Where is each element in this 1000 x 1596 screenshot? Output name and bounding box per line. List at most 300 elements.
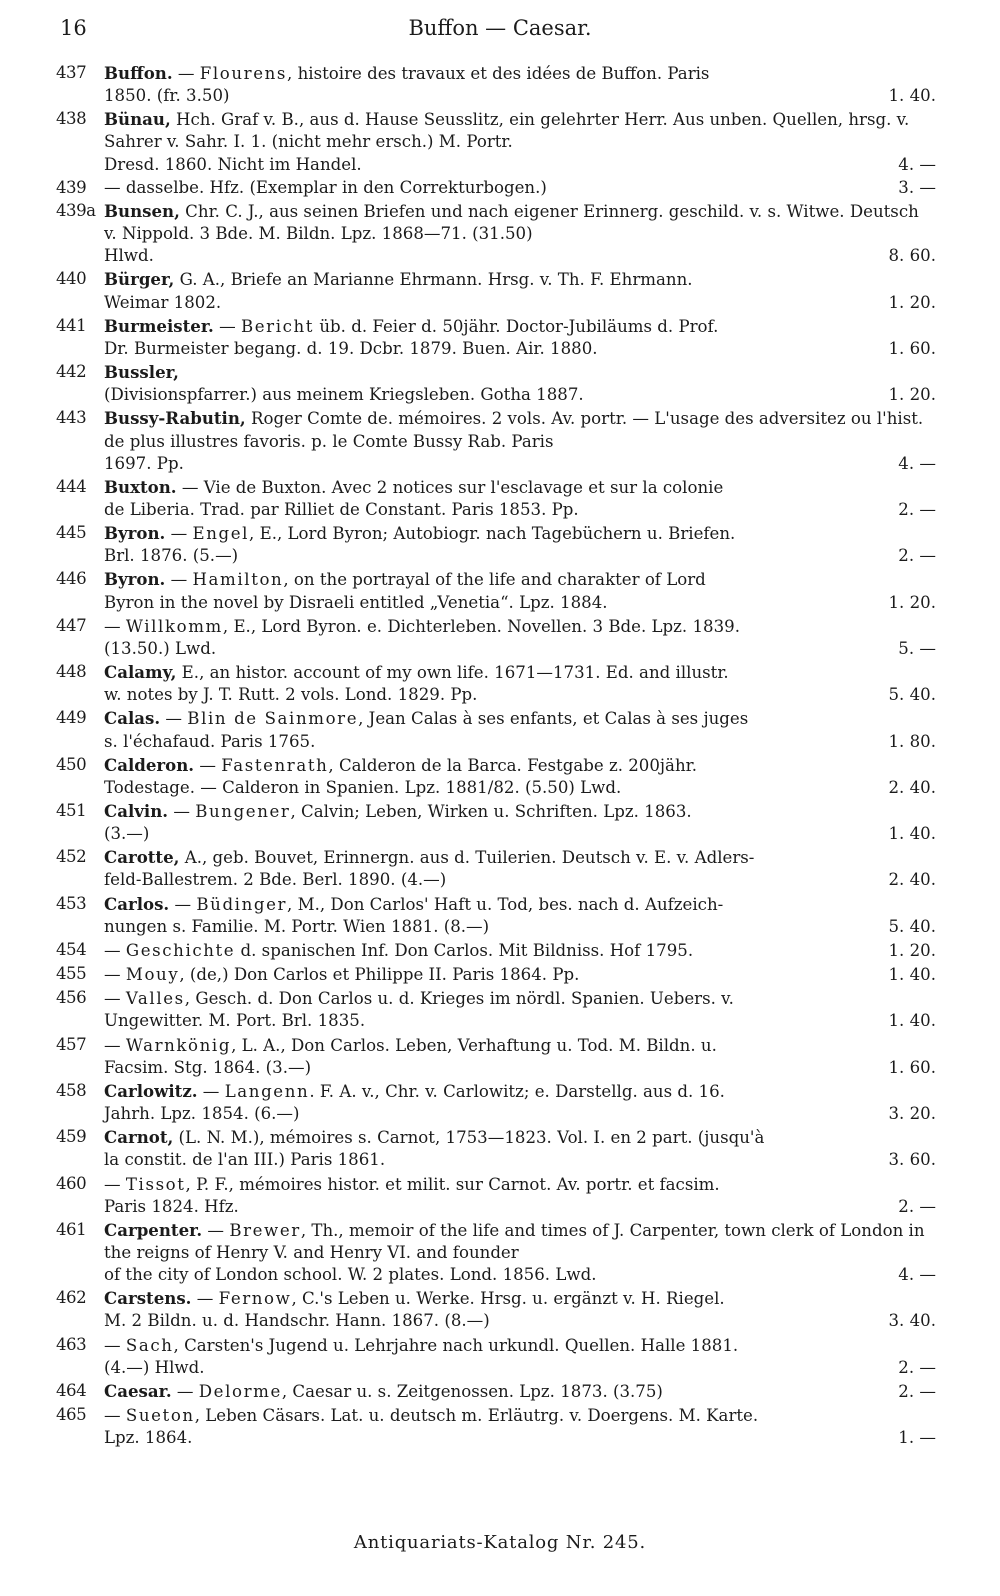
entry-number: 441: [56, 315, 87, 335]
entry-number: 458: [56, 1080, 87, 1100]
entry-last-line: [104, 1103, 936, 1125]
entry-text: [104, 1406, 758, 1425]
entry-dash: —: [172, 64, 200, 83]
entry-number: 437: [56, 63, 87, 82]
entry-dash: —: [104, 616, 126, 636]
entry-number: 451: [56, 801, 87, 820]
entry-author: Hamilton: [192, 570, 284, 590]
catalog-entry: [0, 1126, 1000, 1171]
entry-body: [104, 707, 936, 752]
entry-heading: Buffon.: [104, 63, 173, 83]
entry-text: [104, 363, 179, 382]
entry-last-line: [104, 823, 936, 845]
entry-imprint: Paris 1824. Hfz.: [104, 1196, 239, 1216]
entry-heading: Byron.: [104, 569, 166, 590]
entry-price: 3. 20.: [888, 1104, 936, 1124]
entry-price: 4. —: [898, 154, 936, 174]
entry-body: [104, 1404, 936, 1449]
entry-imprint: 1697. Pp.: [104, 453, 184, 473]
entry-heading: Caesar.: [104, 1380, 172, 1401]
entry-text: [104, 64, 709, 83]
entry-last-line: [104, 963, 936, 986]
entry-description: Chr. C. J., aus seinen Briefen und nach eigener Erinnerg. geschild. v. s. Witwe. Deutsch v. Nippold. 3 Bde. M. Bildn. Lpz. 1868—71. (31.50): [104, 201, 919, 244]
entry-last-line: [104, 592, 936, 614]
catalog-entry: [0, 108, 1000, 175]
entry-author: Bungener: [195, 802, 291, 821]
entry-dash: —: [104, 1335, 126, 1355]
entry-last-line: [104, 384, 936, 406]
entry-dash: —: [171, 1381, 199, 1401]
entry-description: G. A., Briefe an Marianne Ehrmann. Hrsg. v. Th. F. Ehrmann.: [174, 270, 693, 290]
entry-body: [104, 661, 936, 706]
catalog-entry: [0, 522, 1000, 567]
entry-dash: —: [104, 1174, 126, 1194]
entry-number: 452: [56, 847, 87, 867]
entry-dash: —: [197, 1081, 225, 1101]
entry-text: [104, 1336, 738, 1355]
entry-price: 1. 20.: [888, 940, 936, 960]
catalog-entry: [0, 846, 1000, 891]
entry-dash: —: [202, 1220, 230, 1240]
entry-text: [104, 939, 693, 962]
entry-body: [104, 893, 936, 938]
entry-last-line: [104, 292, 936, 314]
catalog-entry: [0, 963, 1000, 986]
entry-text: [104, 709, 748, 728]
entry-number: 440: [56, 269, 87, 289]
entry-last-line: [104, 1357, 936, 1379]
entry-dash: —: [104, 940, 126, 960]
catalog-footer: Antiquariats-Katalog Nr. 245.: [353, 1532, 647, 1553]
entry-heading: Calvin.: [104, 801, 169, 821]
entry-heading: Buxton.: [104, 476, 177, 497]
entry-dash: —: [104, 1406, 126, 1426]
entry-number: 443: [56, 408, 87, 428]
entry-author: Langenn: [224, 1081, 310, 1101]
entry-last-line: [104, 916, 936, 938]
entry-number: 447: [56, 615, 87, 635]
entry-description: Hch. Graf v. B., aus d. Hause Seusslitz, ein gelehrter Herr. Aus unben. Quellen, hrsg. v. Sahrer v. Sahr. I. 1. (nicht mehr ersch.) M. Portr.: [104, 110, 910, 152]
entry-author: Delorme: [198, 1381, 282, 1401]
entry-imprint: Jahrh. Lpz. 1854. (6.—): [104, 1104, 300, 1124]
entry-dash: —: [213, 316, 241, 336]
entry-last-line: [104, 85, 936, 107]
entry-body: [104, 522, 936, 567]
entry-imprint: Byron in the novel by Disraeli entitled „Venetia“. Lpz. 1884.: [104, 592, 608, 612]
entry-number: 460: [56, 1173, 87, 1193]
entry-dash: —: [165, 570, 193, 590]
entry-imprint: of the city of London school. W. 2 plates. Lond. 1856. Lwd.: [104, 1265, 597, 1285]
entry-last-line: [104, 1010, 936, 1032]
entry-description: E., an histor. account of my own life. 1671—1731. Ed. and illustr.: [176, 663, 729, 683]
entry-last-line: [104, 154, 936, 176]
entry-last-line: [104, 545, 936, 567]
entry-last-line: [104, 1057, 936, 1079]
entry-dash: —: [176, 477, 204, 497]
entry-description: Roger Comte de. mémoires. 2 vols. Av. portr. — L'usage des adversitez ou l'hist. de plus illustres favoris. p. le Comte Bussy Rab. Paris: [104, 409, 924, 451]
entry-imprint: Brl. 1876. (5.—): [104, 546, 239, 566]
entry-number: 462: [56, 1288, 87, 1308]
entry-text: [104, 1380, 663, 1403]
entry-dash: —: [194, 755, 222, 775]
entry-price: 2. —: [898, 1196, 936, 1216]
catalog-entry: [0, 754, 1000, 799]
entry-number: 464: [56, 1380, 87, 1400]
entry-text: [104, 110, 909, 151]
entry-price: 8. 60.: [888, 246, 936, 266]
entry-author: Bericht: [240, 316, 315, 336]
entry-last-line: [104, 1310, 936, 1332]
catalog-entry: [0, 1034, 1000, 1079]
entry-imprint: Dr. Burmeister begang. d. 19. Dcbr. 1879. Buen. Air. 1880.: [104, 338, 598, 358]
entry-price: 1. 60.: [888, 1057, 936, 1077]
entry-author: Sach: [125, 1335, 174, 1355]
entry-text: [104, 756, 697, 775]
entry-author: Fastenrath: [221, 755, 329, 775]
catalog-entry: [0, 1080, 1000, 1125]
entry-price: 3. —: [898, 177, 936, 197]
entry-number: 444: [56, 476, 87, 496]
entry-last-line: [104, 177, 936, 199]
entry-text: [104, 1221, 925, 1262]
entry-last-line: [104, 638, 936, 660]
entry-body: [104, 476, 936, 521]
entry-number: 465: [56, 1405, 87, 1425]
page-header: [60, 16, 940, 50]
entry-body: [104, 1080, 936, 1125]
entry-description: , M., Don Carlos' Haft u. Tod, bes. nach d. Aufzeich-: [287, 894, 724, 914]
entry-body: [104, 177, 936, 199]
catalog-entry: [0, 361, 1000, 406]
entry-text: [104, 478, 723, 497]
entry-last-line: [104, 1427, 936, 1449]
entry-description: (L. N. M.), mémoires s. Carnot, 1753—1823. Vol. I. en 2 part. (jusqu'à: [173, 1128, 765, 1148]
entry-description: , P. F., mémoires histor. et milit. sur Carnot. Av. portr. et facsim.: [185, 1174, 720, 1194]
entry-last-line: [104, 1149, 936, 1171]
entry-body: [104, 1173, 936, 1218]
entry-text: [104, 1036, 717, 1055]
entry-body: [104, 963, 936, 986]
entry-description: , histoire des travaux et des idées de Buffon. Paris: [287, 64, 710, 83]
entry-last-line: [104, 338, 936, 360]
entry-imprint: Facsim. Stg. 1864. (3.—): [104, 1057, 312, 1077]
entry-description: , E., Lord Byron. e. Dichterleben. Novellen. 3 Bde. Lpz. 1839.: [222, 616, 740, 636]
entry-imprint: (13.50.) Lwd.: [104, 638, 217, 658]
catalog-entry: [0, 1380, 1000, 1403]
entry-price: 5. 40.: [888, 916, 936, 936]
entry-last-line: [104, 1196, 936, 1218]
entry-number: 457: [56, 1034, 87, 1054]
entry-description: , Th., memoir of the life and times of J. Carpenter, town clerk of London in the reigns of Henry V. and Henry VI. and founder: [104, 1220, 925, 1262]
entry-author: Blin de Sainmore: [187, 709, 359, 729]
entry-description: , Jean Calas à ses enfants, et Calas à ses juges: [358, 709, 749, 729]
entry-last-line: [104, 731, 936, 753]
entry-imprint: 1850. (fr. 3.50): [104, 86, 230, 106]
entry-text: [104, 989, 734, 1008]
entry-imprint: la constit. de l'an III.) Paris 1861.: [104, 1150, 386, 1170]
entry-description: , (de,) Don Carlos et Philippe II. Paris 1864. Pp.: [179, 965, 580, 985]
entry-text: [104, 848, 754, 867]
entry-heading: Calamy,: [104, 662, 177, 683]
entry-body: [104, 987, 936, 1032]
entry-dash: —: [169, 894, 197, 914]
running-head: Buffon — Caesar.: [408, 16, 592, 40]
entry-author: Engel: [192, 524, 250, 544]
entry-body: [104, 1034, 936, 1079]
entry-heading: Bürger,: [104, 269, 175, 290]
catalog-entry: [0, 661, 1000, 706]
entry-body: [104, 754, 936, 799]
entry-last-line: [104, 1380, 936, 1403]
entry-price: 2. 40.: [888, 777, 936, 797]
catalog-entry: [0, 707, 1000, 752]
entry-last-line: [104, 499, 936, 521]
entry-heading: Bussler,: [104, 362, 179, 383]
entry-number: 453: [56, 893, 87, 913]
catalog-entry: [0, 1404, 1000, 1449]
entry-heading: Byron.: [104, 523, 166, 544]
entry-text: [104, 617, 740, 636]
entry-description: . F. A. v., Chr. v. Carlowitz; e. Darstellg. aus d. 16.: [309, 1081, 725, 1101]
entry-number: 456: [56, 988, 87, 1008]
entry-heading: Burmeister.: [104, 315, 214, 336]
entry-author: Willkomm: [125, 616, 223, 636]
catalog-entry: [0, 476, 1000, 521]
entry-dash: —: [168, 802, 196, 821]
entry-heading: Carlowitz.: [104, 1080, 198, 1101]
entry-last-line: [104, 1264, 936, 1286]
entry-text: [104, 663, 729, 682]
catalog-entry: [0, 268, 1000, 313]
entry-author: Flourens: [199, 64, 288, 83]
entry-author: Tissot: [125, 1174, 186, 1194]
entry-imprint: feld-Ballestrem. 2 Bde. Berl. 1890. (4.—): [104, 870, 447, 890]
entry-dash: —: [104, 989, 126, 1009]
entry-imprint: — dasselbe. Hfz. (Exemplar in den Correkturbogen.): [104, 177, 547, 197]
entry-number: 449: [56, 708, 87, 728]
entry-number: 461: [56, 1219, 87, 1239]
entry-number: 439: [56, 177, 87, 197]
entry-imprint: Lpz. 1864.: [104, 1428, 193, 1448]
entry-last-line: [104, 777, 936, 799]
entry-author: Büdinger: [196, 894, 288, 914]
entry-number: 455: [56, 964, 87, 984]
entry-price: 1. 40.: [888, 1011, 936, 1031]
entry-price: 4. —: [898, 1265, 936, 1285]
entry-description: , E., Lord Byron; Autobiogr. nach Tagebüchern u. Briefen.: [249, 524, 736, 544]
catalog-entry: [0, 568, 1000, 613]
catalog-entry: [0, 800, 1000, 845]
entry-description: , Gesch. d. Don Carlos u. d. Krieges im nördl. Spanien. Uebers. v.: [184, 989, 734, 1009]
entry-body: [104, 315, 936, 360]
entry-description: , Calvin; Leben, Wirken u. Schriften. Lpz. 1863.: [290, 802, 692, 821]
catalog-entry: [0, 62, 1000, 107]
entry-last-line: [104, 453, 936, 475]
entry-body: [104, 615, 936, 660]
entry-price: 1. 60.: [888, 338, 936, 358]
entry-dash: —: [104, 965, 126, 985]
entry-body: [104, 1287, 936, 1332]
entry-number: 446: [56, 569, 87, 589]
entry-imprint: de Liberia. Trad. par Rilliet de Constant. Paris 1853. Pp.: [104, 499, 579, 519]
entry-body: [104, 200, 936, 267]
entry-heading: Carotte,: [104, 847, 180, 868]
entry-body: [104, 268, 936, 313]
entry-heading: Bussy-Rabutin,: [104, 408, 246, 429]
entry-author: Fernow: [218, 1289, 292, 1309]
entry-imprint: Todestage. — Calderon in Spanien. Lpz. 1881/82. (5.50) Lwd.: [104, 777, 622, 797]
entry-number: 450: [56, 754, 87, 774]
entry-heading: Calderon.: [104, 754, 195, 775]
entry-heading: Bunsen,: [104, 200, 180, 221]
catalog-entry: [0, 177, 1000, 199]
entry-description: , C.'s Leben u. Werke. Hrsg. u. ergänzt v. H. Riegel.: [291, 1289, 725, 1309]
entry-price: 4. —: [898, 453, 936, 473]
entry-price: 3. 60.: [888, 1150, 936, 1170]
entry-imprint: Hlwd.: [104, 246, 154, 266]
entry-author: Geschichte: [125, 940, 236, 960]
entry-imprint: w. notes by J. T. Rutt. 2 vols. Lond. 1829. Pp.: [104, 685, 478, 705]
entry-dash: —: [165, 524, 193, 544]
entry-price: 2. —: [898, 499, 936, 519]
entry-last-line: [104, 684, 936, 706]
entry-description: , L. A., Don Carlos. Leben, Verhaftung u. Tod. M. Bildn. u.: [231, 1035, 717, 1055]
entry-description: , Calderon de la Barca. Festgabe z. 200jähr.: [328, 755, 698, 775]
entry-description: A., geb. Bouvet, Erinnergn. aus d. Tuilerien. Deutsch v. E. v. Adlers-: [179, 848, 755, 868]
entry-imprint: s. l'échafaud. Paris 1765.: [104, 731, 316, 751]
entry-last-line: [104, 939, 936, 962]
entry-text: [104, 202, 919, 243]
catalog-entry: [0, 1173, 1000, 1218]
entry-price: 5. —: [898, 638, 936, 658]
entry-price: 3. 40.: [888, 1311, 936, 1331]
catalog-entry: [0, 407, 1000, 474]
entry-text: [104, 895, 723, 914]
entry-imprint: M. 2 Bildn. u. d. Handschr. Hann. 1867. (8.—): [104, 1311, 490, 1331]
entry-text: [104, 524, 735, 543]
entry-body: [104, 1219, 936, 1286]
catalog-entry: [0, 1334, 1000, 1379]
entry-body: [104, 1126, 936, 1171]
catalog-entry: [0, 1287, 1000, 1332]
entry-price: 1. —: [898, 1428, 936, 1448]
entry-body: [104, 800, 936, 845]
entry-text: [104, 270, 693, 289]
entry-number: 448: [56, 662, 87, 682]
entry-author: Sueton: [125, 1406, 195, 1426]
entry-price: 2. —: [898, 1357, 936, 1377]
catalog-entries: [0, 62, 1000, 1450]
entry-body: [104, 108, 936, 175]
entry-heading: Carpenter.: [104, 1219, 203, 1240]
entry-description: d. spanischen Inf. Don Carlos. Mit Bildniss. Hof 1795.: [235, 940, 694, 960]
entry-number: 463: [56, 1334, 87, 1354]
entry-dash: —: [191, 1289, 219, 1309]
entry-price: 2. —: [898, 546, 936, 566]
catalog-entry: [0, 1219, 1000, 1286]
entry-dash: —: [160, 709, 188, 729]
entry-number: 442: [56, 362, 87, 382]
entry-description: , on the portrayal of the life and charakter of Lord: [283, 570, 706, 590]
entry-number: 454: [56, 939, 87, 959]
entry-price: 1. 40.: [888, 965, 936, 985]
entry-text: [104, 963, 579, 986]
catalog-entry: [0, 200, 1000, 267]
entry-imprint: Dresd. 1860. Nicht im Handel.: [104, 154, 362, 174]
entry-author: Brewer: [229, 1220, 301, 1240]
entry-text: [104, 1175, 720, 1194]
entry-text: [104, 1082, 725, 1101]
entry-price: 2. —: [898, 1381, 936, 1401]
entry-body: [104, 407, 936, 474]
entry-text: [104, 409, 923, 450]
entry-price: 5. 40.: [888, 685, 936, 705]
entry-imprint: nungen s. Familie. M. Portr. Wien 1881. (8.—): [104, 916, 490, 936]
entry-author: Warnkönig: [125, 1035, 232, 1055]
entry-text: [104, 802, 692, 821]
entry-description: , Leben Cäsars. Lat. u. deutsch m. Erläutrg. v. Doergens. M. Karte.: [194, 1406, 759, 1426]
entry-heading: Carlos.: [104, 893, 170, 914]
entry-body: [104, 1334, 936, 1379]
entry-price: 1. 20.: [888, 292, 936, 312]
entry-text: [104, 1128, 764, 1147]
entry-price: 1. 40.: [888, 86, 936, 106]
entry-number: 438: [56, 109, 87, 129]
entry-body: [104, 846, 936, 891]
entry-number: 445: [56, 523, 87, 543]
entry-number: 459: [56, 1127, 87, 1147]
catalog-entry: [0, 315, 1000, 360]
entry-author: Mouy: [125, 965, 180, 985]
entry-price: 1. 40.: [888, 824, 936, 844]
entry-text: [104, 1289, 725, 1308]
entry-imprint: (3.—): [104, 824, 150, 844]
entry-description: , Caesar u. s. Zeitgenossen. Lpz. 1873. (3.75): [281, 1381, 663, 1401]
entry-text: [104, 570, 706, 589]
entry-number: 439a: [56, 200, 96, 220]
entry-description: üb. d. Feier d. 50jähr. Doctor-Jubiläums d. Prof.: [314, 316, 719, 336]
entry-price: 2. 40.: [888, 870, 936, 890]
entry-price: 1. 20.: [888, 592, 936, 612]
entry-description: Vie de Buxton. Avec 2 notices sur l'esclavage et sur la colonie: [203, 477, 724, 497]
entry-text: [104, 317, 718, 336]
catalog-entry: [0, 987, 1000, 1032]
entry-price: 1. 80.: [888, 731, 936, 751]
entry-heading: Calas.: [104, 708, 161, 729]
page-number: 16: [60, 16, 87, 40]
entry-imprint: Ungewitter. M. Port. Brl. 1835.: [104, 1011, 366, 1031]
catalog-entry: [0, 939, 1000, 962]
entry-body: [104, 361, 936, 406]
entry-price: 1. 20.: [888, 385, 936, 405]
entry-imprint: Weimar 1802.: [104, 292, 222, 312]
catalog-entry: [0, 615, 1000, 660]
entry-body: [104, 939, 936, 962]
catalog-entry: [0, 893, 1000, 938]
entry-body: [104, 62, 936, 107]
entry-body: [104, 568, 936, 613]
entry-heading: Carstens.: [104, 1288, 192, 1309]
entry-description: , Carsten's Jugend u. Lehrjahre nach urkundl. Quellen. Halle 1881.: [173, 1335, 739, 1355]
entry-imprint: (Divisionspfarrer.) aus meinem Kriegsleben. Gotha 1887.: [104, 385, 584, 405]
entry-last-line: [104, 245, 936, 267]
entry-last-line: [104, 869, 936, 891]
entry-body: [104, 1380, 936, 1403]
entry-imprint: (4.—) Hlwd.: [104, 1357, 205, 1377]
entry-heading: Carnot,: [104, 1127, 174, 1148]
entry-dash: —: [104, 1035, 126, 1055]
entry-author: Valles: [125, 989, 185, 1009]
